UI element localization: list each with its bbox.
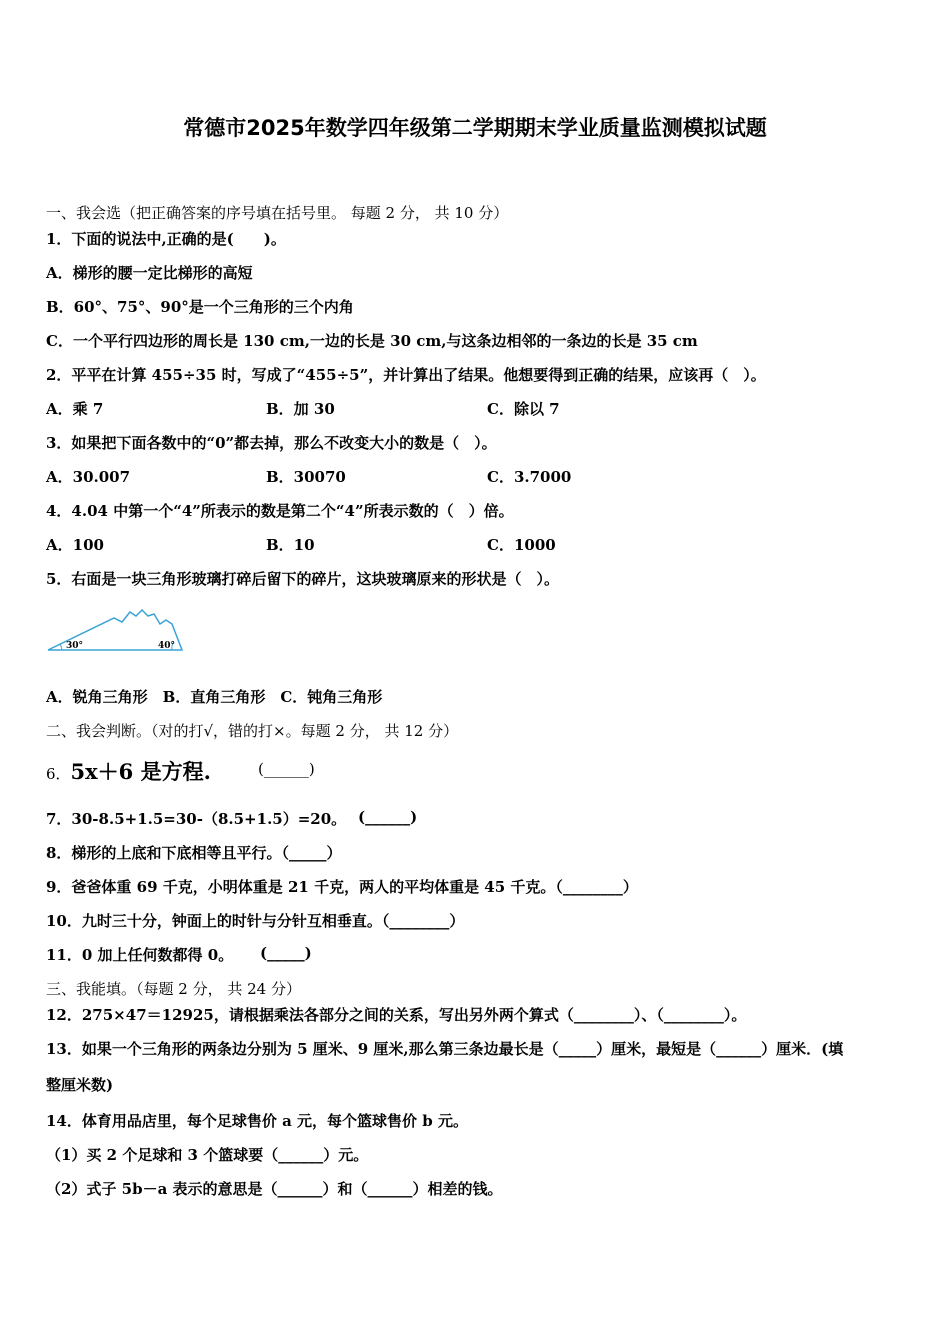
q4-option-c: C．1000 xyxy=(487,536,556,554)
section3-heading: 三、我能填。（每题 2 分， 共 24 分） xyxy=(46,980,301,998)
q1-option-b: B．60°、75°、90°是一个三角形的三个内角 xyxy=(46,298,354,316)
q2-option-b: B．加 30 xyxy=(266,400,335,418)
page-title: 常德市2025年数学四年级第二学期期末学业质量监测模拟试题 xyxy=(183,116,767,140)
q6-answer-blank[interactable]: (______) xyxy=(258,760,315,778)
broken-glass-figure xyxy=(44,600,188,656)
q11-answer-blank[interactable]: (_____) xyxy=(260,944,312,962)
angle-label-left: 30° xyxy=(66,641,84,651)
section2-heading: 二、我会判断。（对的打√，错的打×。每题 2 分， 共 12 分） xyxy=(46,722,459,740)
question-6-number: 6． xyxy=(46,765,71,783)
q3-option-c: C．3.7000 xyxy=(487,468,572,486)
question-3: 3．如果把下面各数中的“0”都去掉，那么不改变大小的数是（ ）。 xyxy=(46,434,497,452)
q7-answer-blank[interactable]: (______) xyxy=(358,808,418,826)
question-13-line2: 整厘米数) xyxy=(46,1076,114,1094)
question-2: 2．平平在计算 455÷35 时，写成了“455÷5”，并计算出了结果。他想要得到正确的结果，应该再（ ）。 xyxy=(46,366,766,384)
question-8: 8．梯形的上底和下底相等且平行。（_____） xyxy=(46,844,342,862)
question-14: 14．体育用品店里，每个足球售价 a 元，每个篮球售价 b 元。 xyxy=(46,1112,468,1130)
question-4: 4．4.04 中第一个“4”所表示的数是第二个“4”所表示数的（ ）倍。 xyxy=(46,502,514,520)
question-14-part1: （1）买 2 个足球和 3 个篮球要（______）元。 xyxy=(46,1146,369,1164)
question-12: 12．275×47＝12925，请根据乘法各部分之间的关系，写出另外两个算式（________）、（________）。 xyxy=(46,1006,747,1024)
angle-label-right: 40° xyxy=(158,641,176,651)
question-6-expression: 5x＋6 是方程. xyxy=(70,759,211,784)
question-14-part2: （2）式子 5b－a 表示的意思是（______）和（______）相差的钱。 xyxy=(46,1180,503,1198)
section1-heading: 一、我会选（把正确答案的序号填在括号里。 每题 2 分， 共 10 分） xyxy=(46,204,509,222)
q2-option-c: C．除以 7 xyxy=(487,400,560,418)
question-7: 7．30-8.5+1.5=30-（8.5+1.5）=20。 xyxy=(46,810,347,828)
question-13-line1: 13．如果一个三角形的两条边分别为 5 厘米、9 厘米,那么第三条边最长是（_____）厘米，最短是（______）厘米．(填 xyxy=(46,1040,844,1058)
question-1: 1．下面的说法中,正确的是( )。 xyxy=(46,230,286,248)
q4-option-a: A．100 xyxy=(46,536,104,554)
q3-option-a: A．30.007 xyxy=(46,468,131,486)
q4-option-b: B．10 xyxy=(266,536,315,554)
q3-option-b: B．30070 xyxy=(266,468,346,486)
question-11: 11．0 加上任何数都得 0。 xyxy=(46,946,234,964)
q1-option-c: C．一个平行四边形的周长是 130 cm,一边的长是 30 cm,与这条边相邻的一条边的长是 35 cm xyxy=(46,332,698,350)
q1-option-a: A．梯形的腰一定比梯形的高短 xyxy=(46,264,253,282)
question-9: 9．爸爸体重 69 千克，小明体重是 21 千克，两人的平均体重是 45 千克。（________） xyxy=(46,878,638,896)
q2-option-a: A．乘 7 xyxy=(46,400,104,418)
q5-options: A．锐角三角形 B．直角三角形 C．钝角三角形 xyxy=(46,688,383,706)
question-5: 5．右面是一块三角形玻璃打碎后留下的碎片，这块玻璃原来的形状是（ ）。 xyxy=(46,570,559,588)
question-10: 10．九时三十分，钟面上的时针与分针互相垂直。（________） xyxy=(46,912,465,930)
question-6 xyxy=(46,756,211,786)
